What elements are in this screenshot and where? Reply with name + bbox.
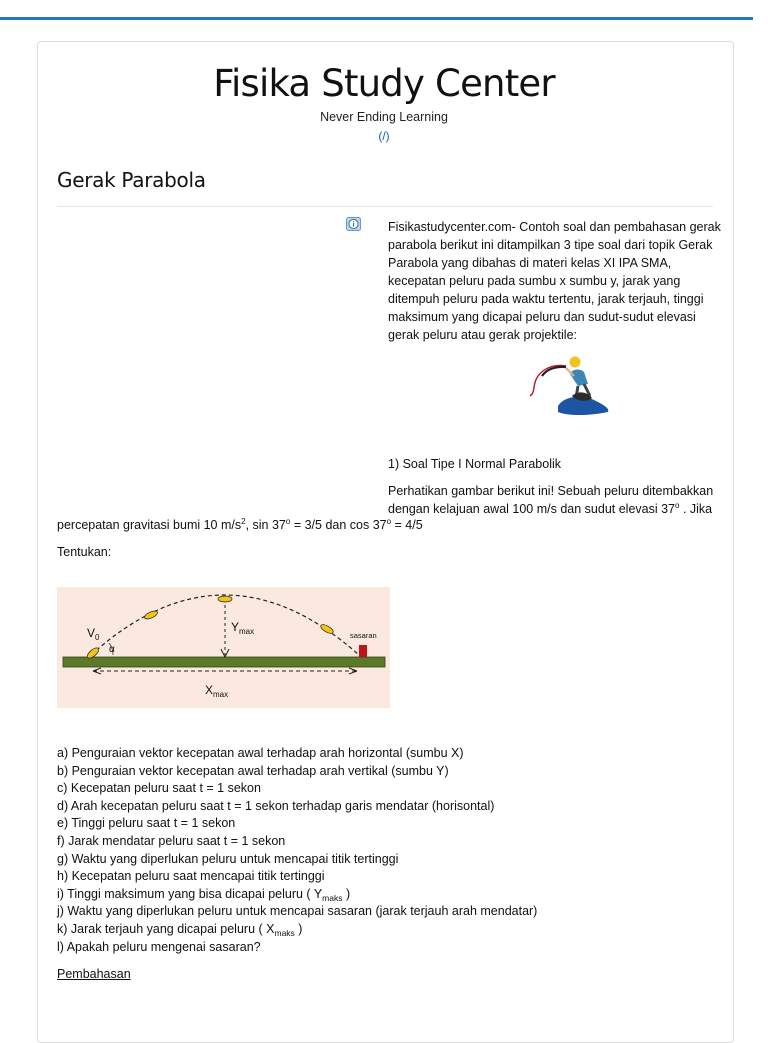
question-k-text: k) Jarak terjauh yang dicapai peluru ( X xyxy=(57,921,275,936)
target-block xyxy=(359,645,367,657)
question-i-sub: maks xyxy=(322,892,343,903)
soal-text-1: Perhatikan gambar berikut ini! Sebuah peluru ditembakkan dengan kelajuan awal 100 m/s dan sudut elevasi 37 xyxy=(388,484,714,516)
question-b: b) Penguraian vektor kecepatan awal terhadap arah vertikal (sumbu Y) xyxy=(57,763,449,778)
ymax-sub: max xyxy=(239,627,255,636)
question-d: d) Arah kecepatan peluru saat t = 1 sekon terhadap garis mendatar (horisontal) xyxy=(57,798,495,813)
degree-mark: o xyxy=(386,517,392,526)
soal-title: 1) Soal Tipe I Normal Parabolik xyxy=(388,457,561,471)
intro-paragraph xyxy=(388,218,723,344)
soal-paragraph-continued xyxy=(57,518,727,532)
intro-text: - Contoh soal dan pembahasan gerak parabola berikut ini ditampilkan 3 tipe soal dari topik Gerak Parabola yang dibahas di materi kelas XI IPA SMA, kecepatan peluru pada sumbu x sumbu y, jarak yang ditempuh peluru pada waktu tertentu, jarak terjauh, tinggi maksimum yang dicapai peluru dan sudut-sudut elevasi gerak peluru atau gerak projektile: xyxy=(388,220,721,342)
question-g: g) Waktu yang diperlukan peluru untuk mencapai titik tertinggi xyxy=(57,851,399,866)
question-a: a) Penguraian vektor kecepatan awal terhadap arah horizontal (sumbu X) xyxy=(57,746,464,760)
soal-text-2: . Jika xyxy=(679,502,713,516)
home-link[interactable]: (/) xyxy=(378,129,390,143)
title-divider xyxy=(57,206,713,207)
question-l: l) Apakah peluru mengenai sasaran? xyxy=(57,939,261,954)
top-accent-bar xyxy=(0,17,753,20)
v0-sub: 0 xyxy=(95,633,100,642)
alpha-label: α xyxy=(109,644,115,655)
question-c: c) Kecepatan peluru saat t = 1 sekon xyxy=(57,781,261,796)
question-k-sub: maks xyxy=(274,927,295,938)
squared-mark: 2 xyxy=(241,517,246,526)
question-f: f) Jarak mendatar peluru saat t = 1 sekon xyxy=(57,833,286,848)
tentukan-label: Tentukan: xyxy=(57,545,112,559)
info-icon[interactable] xyxy=(346,217,361,231)
degree-mark: o xyxy=(675,501,680,510)
question-i-end: ) xyxy=(342,886,351,901)
question-k xyxy=(57,921,727,939)
question-i-text: i) Tinggi maksimum yang bisa dicapai peluru ( Y xyxy=(57,886,323,901)
parabola-diagram xyxy=(57,587,390,708)
question-list xyxy=(57,745,727,956)
sin-text: , sin 37 xyxy=(245,518,286,532)
post-title: Gerak Parabola xyxy=(57,168,206,192)
question-j: j) Waktu yang diperlukan peluru untuk mencapai sasaran (jarak terjauh arah mendatar) xyxy=(57,904,538,919)
question-k-end: ) xyxy=(294,921,303,936)
ground-bar xyxy=(63,657,385,667)
ymax-label: Y xyxy=(231,620,240,634)
question-h: h) Kecepatan peluru saat mencapai titik tertinggi xyxy=(57,869,325,884)
v0-label: V xyxy=(87,626,96,640)
gravity-text: percepatan gravitasi bumi 10 m/s xyxy=(57,518,242,532)
target-label: sasaran xyxy=(350,631,377,640)
degree-mark: o xyxy=(285,517,291,526)
cos-value: = 4/5 xyxy=(391,518,423,532)
cos-text: = 3/5 dan cos 37 xyxy=(290,518,387,532)
intro-source: Fisikastudycenter.com xyxy=(388,220,512,234)
pembahasan-link[interactable]: Pembahasan xyxy=(57,967,131,981)
projectile-top xyxy=(218,596,232,602)
site-tagline: Never Ending Learning xyxy=(320,110,448,124)
xmax-sub: max xyxy=(213,690,229,699)
question-e: e) Tinggi peluru saat t = 1 sekon xyxy=(57,816,236,831)
xmax-label: X xyxy=(205,683,214,697)
question-i xyxy=(57,886,727,904)
projectile-illustration xyxy=(518,350,614,422)
soal-paragraph xyxy=(388,482,728,518)
site-title[interactable]: Fisika Study Center xyxy=(213,62,555,105)
